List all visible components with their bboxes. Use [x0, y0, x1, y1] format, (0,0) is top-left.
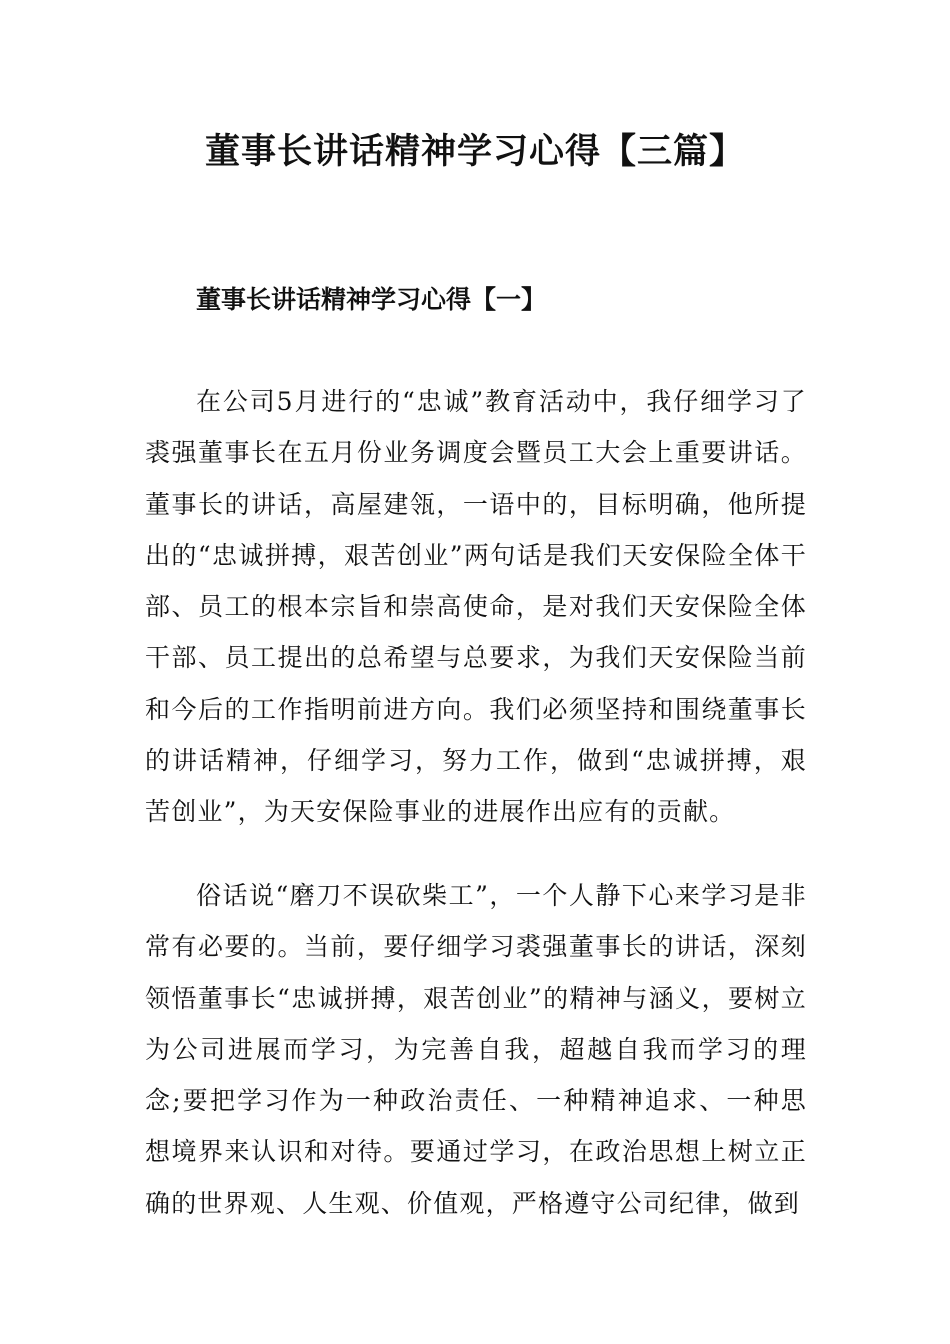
- document-title: 董事长讲话精神学习心得【三篇】: [204, 132, 745, 172]
- section-heading: 董事长讲话精神学习心得【一】: [196, 285, 547, 314]
- body-paragraph-2: 俗话说“磨刀不误砍柴工”，一个人静下心来学习是非常有必要的。当前，要仔细学习裘强董事长的讲话，深刻领悟董事长“忠诚拼搏，艰苦创业”的精神与涵义，要树立为公司进展而学习，为完善自我，超越自我而学习的理念;要把学习作为一种政治责任、一种精神追求、一种思想境界来认识和对待。要通过学习，在政治思想上树立正确的世界观、人生观、价值观，严格遵守公司纪律，做到: [145, 881, 807, 1218]
- body-paragraph-1: 在公司5月进行的“忠诚”教育活动中，我仔细学习了裘强董事长在五月份业务调度会暨员工大会上重要讲话。董事长的讲话，高屋建瓴，一语中的，目标明确，他所提出的“忠诚拼搏，艰苦创业”两句话是我们天安保险全体干部、员工的根本宗旨和崇高使命，是对我们天安保险全体干部、员工提出的总希望与总要求，为我们天安保险当前和今后的工作指明前进方向。我们必须坚持和围绕董事长的讲话精神，仔细学习，努力工作，做到“忠诚拼搏，艰苦创业”，为天安保险事业的进展作出应有的贡献。: [145, 387, 807, 827]
